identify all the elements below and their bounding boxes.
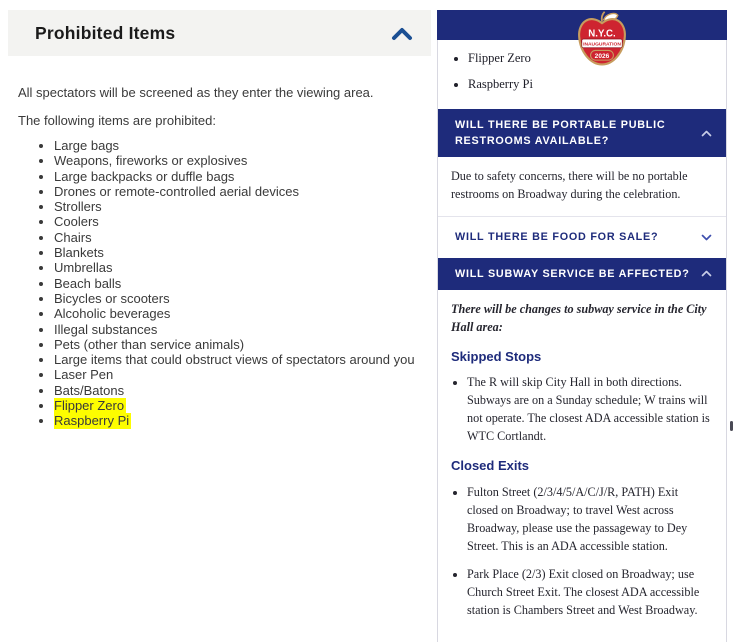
prohibited-item-text: Alcoholic beverages [54, 306, 171, 322]
prohibited-item-text: Strollers [54, 199, 102, 215]
prohibited-item-text: Coolers [54, 214, 99, 230]
faq-subway-answer [438, 290, 726, 642]
faq-content-area [437, 40, 727, 642]
subway-bullet: • Fulton Street (2/3/4/5/A/C/J/R, PATH) Exit closed on Broadway; to travel West across Broadway, please use the passageway to Dey Street. This is an ADA accessible station. [467, 483, 710, 555]
prohibited-item [54, 138, 431, 153]
chevron-up-icon[interactable] [391, 27, 413, 40]
prohibited-item-text: Beach balls [54, 275, 122, 291]
subway-section-heading: Closed Exits [451, 458, 530, 474]
screening-intro-text: All spectators will be screened as they enter the viewing area. [18, 85, 374, 100]
prohibited-item-highlighted: Flipper Zero [54, 398, 125, 414]
prohibited-items-section [8, 10, 431, 429]
prohibited-item [54, 260, 431, 275]
prohibited-item-text: Umbrellas [54, 260, 113, 276]
logo-inauguration-text: INAUGURATION [583, 42, 621, 48]
nyc-inauguration-logo [575, 10, 629, 68]
prohibited-item [54, 245, 431, 260]
subway-sections [451, 347, 710, 619]
prohibited-item [54, 291, 431, 306]
prohibited-item [54, 306, 431, 321]
faq-food-header[interactable] [438, 216, 726, 257]
prohibited-item: • Raspberry Pi [468, 77, 712, 92]
prohibited-item [54, 413, 431, 428]
prohibited-item-text: Chairs [54, 229, 92, 245]
prohibited-item-highlighted: Raspberry Pi [54, 413, 130, 429]
subway-section-heading: Skipped Stops [451, 348, 542, 364]
faq-restrooms-header[interactable] [438, 109, 726, 157]
subway-bullet-list [451, 483, 710, 619]
prohibited-item [54, 398, 431, 413]
chevron-up-icon[interactable] [701, 130, 712, 137]
prohibited-item-text: Drones or remote-controlled aerial devices [54, 183, 299, 199]
prohibited-items-title: Prohibited Items [35, 22, 176, 43]
prohibited-item [54, 214, 431, 229]
subway-bullet: • The R will skip City Hall in both directions. Subways are on a Sunday schedule; W trains will not operate. The closest ADA accessible station is WTC Cortlandt. [467, 373, 710, 445]
prohibited-item-text: Illegal substances [54, 321, 158, 337]
prohibited-item-text: Large items that could obstruct views of spectators around you [54, 352, 415, 368]
prohibited-item [54, 383, 431, 398]
prohibited-item-text: Bicycles or scooters [54, 290, 170, 306]
prohibited-item [54, 367, 431, 382]
prohibited-item-text: Laser Pen [54, 367, 114, 383]
prohibited-item [54, 322, 431, 337]
prohibited-item [54, 184, 431, 199]
chevron-down-icon[interactable] [701, 234, 712, 241]
prohibited-item [54, 276, 431, 291]
faq-subway-question: WILL SUBWAY SERVICE BE AFFECTED? [455, 267, 690, 280]
prohibited-list-label: The following items are prohibited: [18, 113, 216, 128]
prohibited-item [54, 199, 431, 214]
scrollbar-thumb[interactable] [730, 421, 733, 431]
subway-bullet: • Park Place (2/3) Exit closed on Broadway; use Church Street Exit. The closest ADA accessible station is Chambers Street and West Broadway. [467, 565, 710, 619]
prohibited-item-text: Pets (other than service animals) [54, 336, 245, 352]
chevron-up-icon[interactable] [701, 270, 712, 277]
prohibited-item [54, 153, 431, 168]
prohibited-item: • Flipper Zero [468, 51, 712, 66]
faq-food-question: WILL THERE BE FOOD FOR SALE? [455, 231, 659, 244]
prohibited-item [54, 352, 431, 367]
faq-subway-header[interactable] [438, 258, 726, 290]
prohibited-item [54, 169, 431, 184]
logo-nyc-text: N.Y.C. [588, 28, 616, 40]
subway-intro-note: There will be changes to subway service in the City Hall area: [451, 301, 707, 334]
prohibited-item-text: Large backpacks or duffle bags [54, 168, 235, 184]
prohibited-item-text: Bats/Batons [54, 382, 125, 398]
logo-year-text: 2026 [594, 52, 610, 60]
faq-restrooms-answer: Due to safety concerns, there will be no portable restrooms on Broadway during the celebration. [438, 157, 726, 216]
prohibited-item-text: Weapons, fireworks or explosives [54, 153, 248, 169]
prohibited-item-text: Blankets [54, 245, 104, 261]
prohibited-items-list [8, 138, 431, 429]
prohibited-item [54, 230, 431, 245]
prohibited-item-text: Large bags [54, 138, 120, 153]
faq-restrooms-question: WILL THERE BE PORTABLE PUBLIC RESTROOMS AVAILABLE? [455, 119, 666, 148]
prohibited-item [54, 337, 431, 352]
subway-bullet-list [451, 373, 710, 445]
prohibited-items-accordion-header[interactable] [8, 10, 431, 56]
faq-preview-panel [437, 10, 727, 617]
